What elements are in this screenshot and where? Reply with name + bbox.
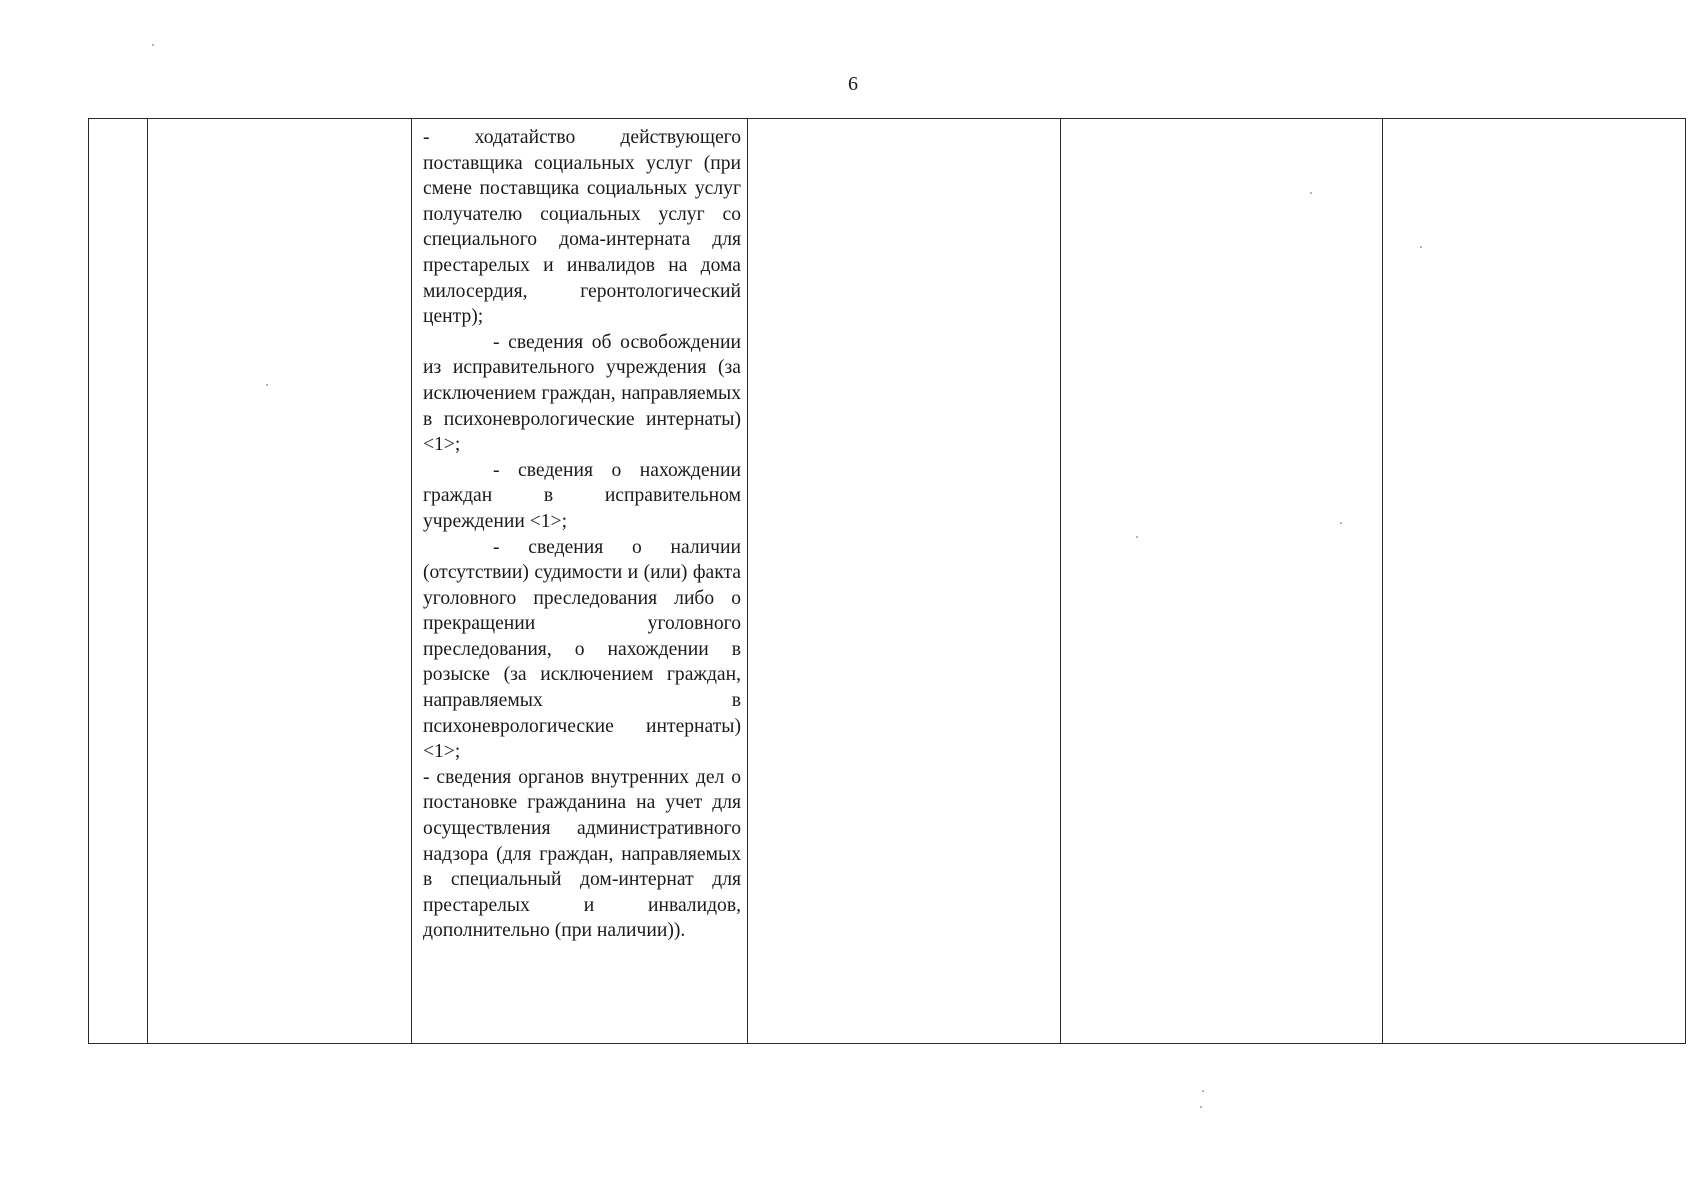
scan-speck xyxy=(1310,192,1312,194)
column-divider xyxy=(747,119,748,1043)
paragraph-custody-info: - сведения о нахождении граждан в исправительном учреждении <1>; xyxy=(423,459,741,532)
document-table xyxy=(88,118,1686,1044)
column-divider xyxy=(147,119,148,1043)
paragraph-petition: - ходатайство действующего поставщика социальных услуг (при смене поставщика социальных услуг получателю социальных услуг со специального дома-интерната для престарелых и инвалидов на дома милосердия, геронтологический центр); xyxy=(423,127,741,328)
scan-speck xyxy=(152,44,154,46)
column-divider xyxy=(411,119,412,1043)
documents-list-cell xyxy=(423,125,741,944)
scan-speck xyxy=(1136,536,1138,538)
scan-speck xyxy=(1200,1106,1202,1108)
column-divider xyxy=(1382,119,1383,1043)
paragraph-police-supervision-info: - сведения органов внутренних дел о постановке гражданина на учет для осуществления административного надзора (для граждан, направляемых в специальный дом-интернат для престарелых и инвалидов, дополнительно (при наличии)). xyxy=(423,766,741,942)
paragraph-criminal-record-info: - сведения о наличии (отсутствии) судимости и (или) факта уголовного преследования либо о прекращении уголовного преследования, о нахождении в розыске (за исключением граждан, направляемых в психоневрологические интернаты) <1>; xyxy=(423,536,741,763)
page-number: 6 xyxy=(848,73,858,95)
paragraph-release-info: - сведения об освобождении из исправительного учреждения (за исключением граждан, направляемых в психоневрологические интернаты) <1>; xyxy=(423,331,741,456)
scan-speck xyxy=(1340,522,1342,524)
scan-speck xyxy=(1420,246,1422,248)
scan-speck xyxy=(1202,1090,1204,1092)
column-divider xyxy=(1060,119,1061,1043)
scan-speck xyxy=(266,384,268,386)
